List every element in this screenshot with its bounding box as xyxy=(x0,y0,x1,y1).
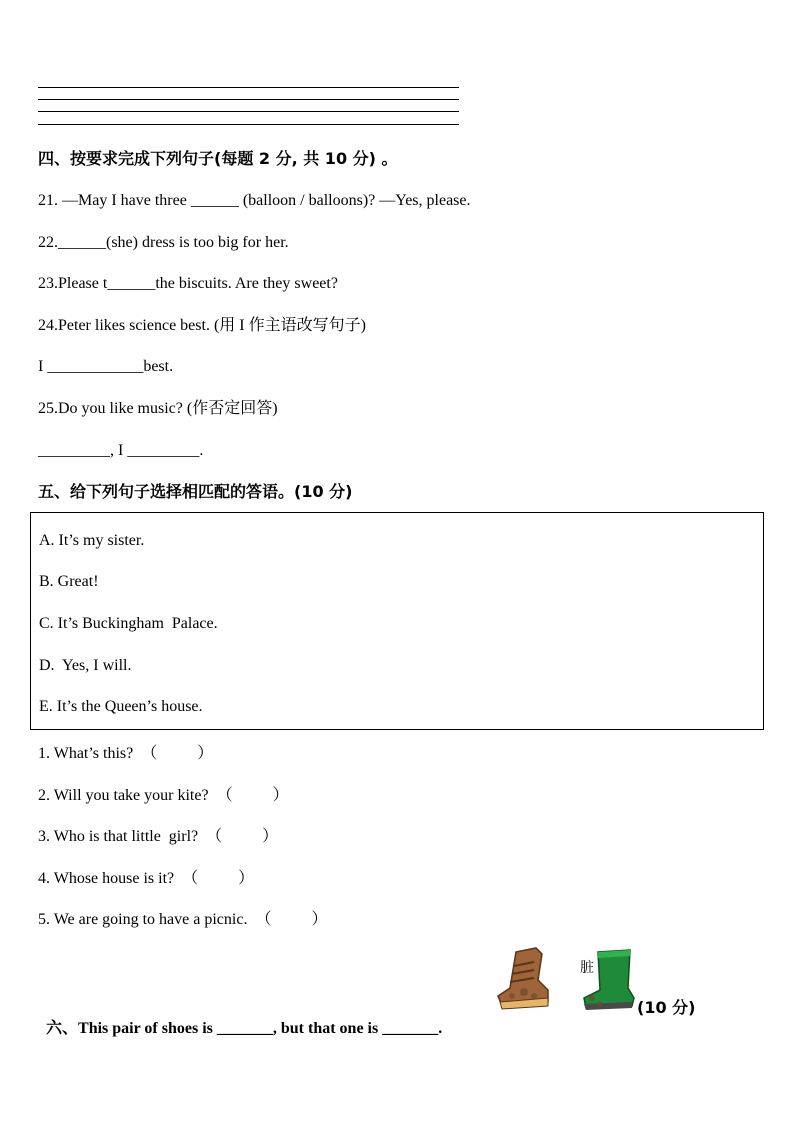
option-d: D. Yes, I will. xyxy=(39,657,132,674)
question-25: 25.Do you like music? (作否定回答) xyxy=(38,400,278,417)
section-6-score: (10 分) xyxy=(637,998,696,1017)
answer-line-2 xyxy=(38,99,459,100)
answer-line-1 xyxy=(38,87,459,88)
green-boot-image xyxy=(578,948,636,1012)
section-4-heading: 四、按要求完成下列句子(每题 2 分, 共 10 分) 。 xyxy=(38,149,398,168)
section-5-heading: 五、给下列句子选择相匹配的答语。(10 分) xyxy=(38,482,353,501)
match-question-2: 2. Will you take your kite? （ ） xyxy=(38,787,289,804)
question-22: 22.______(she) dress is too big for her. xyxy=(38,234,289,251)
option-b: B. Great! xyxy=(39,573,99,590)
dirty-boot-image xyxy=(494,946,552,1012)
section-6-line xyxy=(38,998,442,1039)
section-6-number: 六、 xyxy=(46,1018,79,1037)
match-question-3: 3. Who is that little girl? （ ） xyxy=(38,828,279,845)
section-6-sentence: This pair of shoes is _______, but that one is _______. xyxy=(78,1020,443,1037)
question-24-answer: I ____________best. xyxy=(38,358,174,375)
option-e: E. It’s the Queen’s house. xyxy=(39,698,203,715)
option-a: A. It’s my sister. xyxy=(39,532,145,549)
answer-options-box xyxy=(30,512,764,730)
question-24: 24.Peter likes science best. (用 I 作主语改写句子) xyxy=(38,317,366,334)
match-question-1: 1. What’s this? （ ） xyxy=(38,745,214,762)
option-c: C. It’s Buckingham Palace. xyxy=(39,615,218,632)
question-21: 21. —May I have three ______ (balloon / balloons)? —Yes, please. xyxy=(38,192,471,209)
question-23: 23.Please t______the biscuits. Are they sweet? xyxy=(38,275,338,292)
answer-line-3 xyxy=(38,111,459,112)
dirty-label: 脏 xyxy=(580,960,594,976)
match-question-4: 4. Whose house is it? （ ） xyxy=(38,870,255,887)
question-25-answer: _________, I _________. xyxy=(38,442,204,459)
match-question-5: 5. We are going to have a picnic. （ ） xyxy=(38,911,328,928)
answer-line-4 xyxy=(38,124,459,125)
